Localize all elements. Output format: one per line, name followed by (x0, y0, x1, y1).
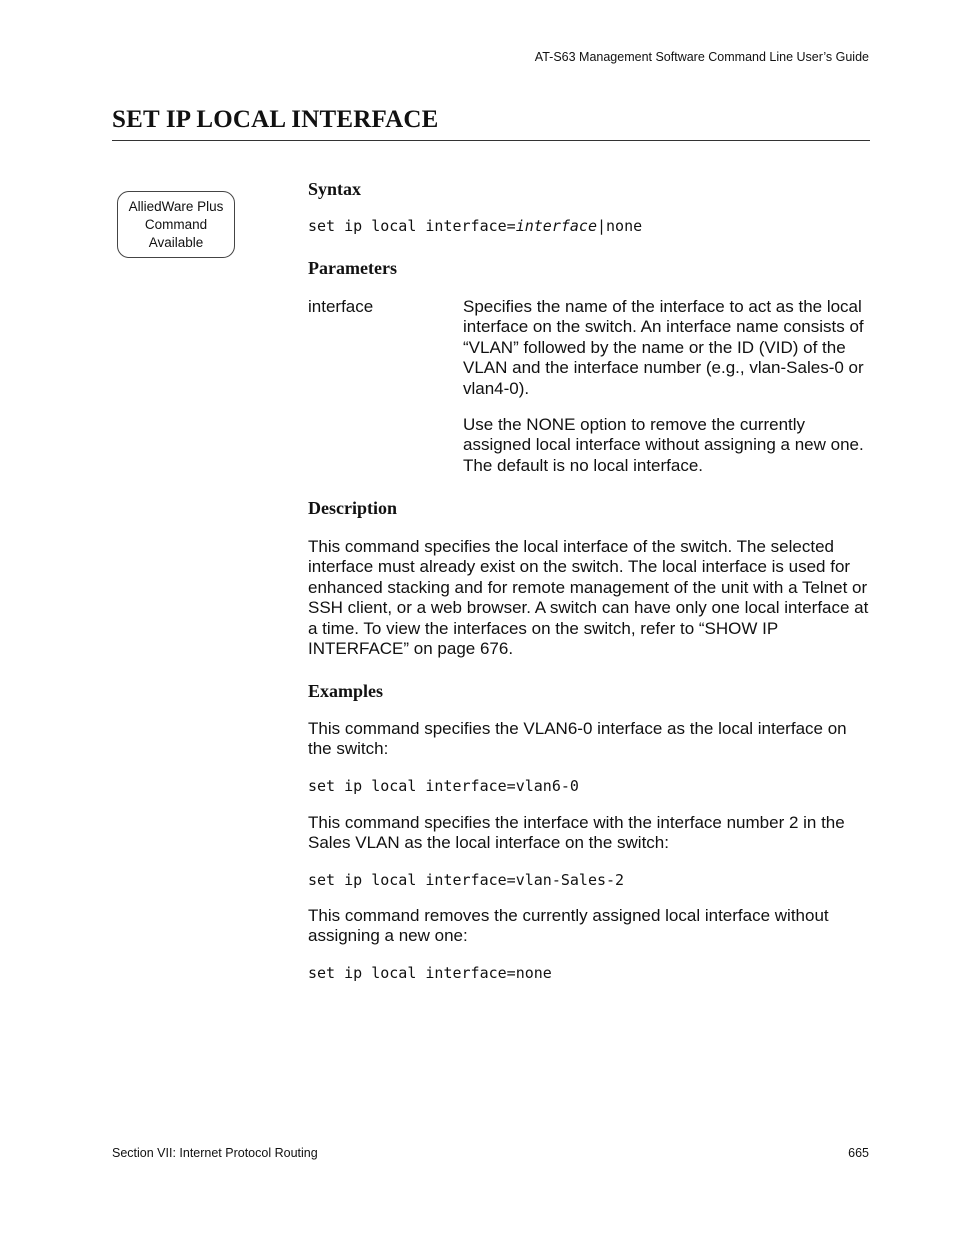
description-text: This command specifies the local interface of the switch. The selected interface must already exist on the switch. The local interface is used for enhanced stacking and for remote management of the unit with a Telnet or SSH client, or a web browser. A switch can have only one local interface at a time. To view the interfaces on the switch, refer to “SHOW IP INTERFACE” on page 676. (308, 537, 869, 659)
syntax-italic: interface (515, 217, 597, 235)
page-number: 665 (848, 1146, 869, 1160)
footer-section: Section VII: Internet Protocol Routing (112, 1146, 318, 1160)
parameter-description-2: Use the NONE option to remove the currently assigned local interface without assigning a new one. The default is no local interface. (463, 415, 864, 475)
page-title: SET IP LOCAL INTERFACE (112, 106, 439, 133)
title-rule (112, 140, 870, 141)
parameter-description-1: Specifies the name of the interface to act as the local interface on the switch. An interface name consists of “VLAN” followed by the name or the ID (VID) of the VLAN and the interface number (e.g., vlan-Sales-0 or vlan4-0). (463, 297, 864, 398)
running-header: AT-S63 Management Software Command Line User’s Guide (534, 50, 869, 64)
syntax-heading: Syntax (308, 179, 362, 199)
example-2-text: This command specifies the interface with the interface number 2 in the Sales VLAN as the local interface on the switch: (308, 813, 845, 853)
example-3-text: This command removes the currently assigned local interface without assigning a new one: (308, 906, 829, 946)
example-2-code: set ip local interface=vlan-Sales-2 (308, 871, 625, 889)
parameter-name: interface (308, 297, 374, 316)
badge-line2: Command (144, 216, 208, 232)
description-heading: Description (308, 498, 397, 518)
badge-line3: Available (148, 234, 204, 250)
example-1-text: This command specifies the VLAN6-0 interface as the local interface on the switch: (308, 719, 847, 759)
parameters-heading: Parameters (308, 258, 397, 278)
alliedware-plus-badge (117, 191, 235, 258)
syntax-prefix: set ip local interface= (308, 217, 516, 235)
example-3-code: set ip local interface=none (308, 964, 552, 982)
example-1-code: set ip local interface=vlan6-0 (308, 777, 579, 795)
badge-line1: AlliedWare Plus (128, 198, 224, 214)
syntax-suffix: |none (597, 217, 643, 235)
syntax-code (308, 217, 642, 235)
examples-heading: Examples (308, 681, 384, 701)
